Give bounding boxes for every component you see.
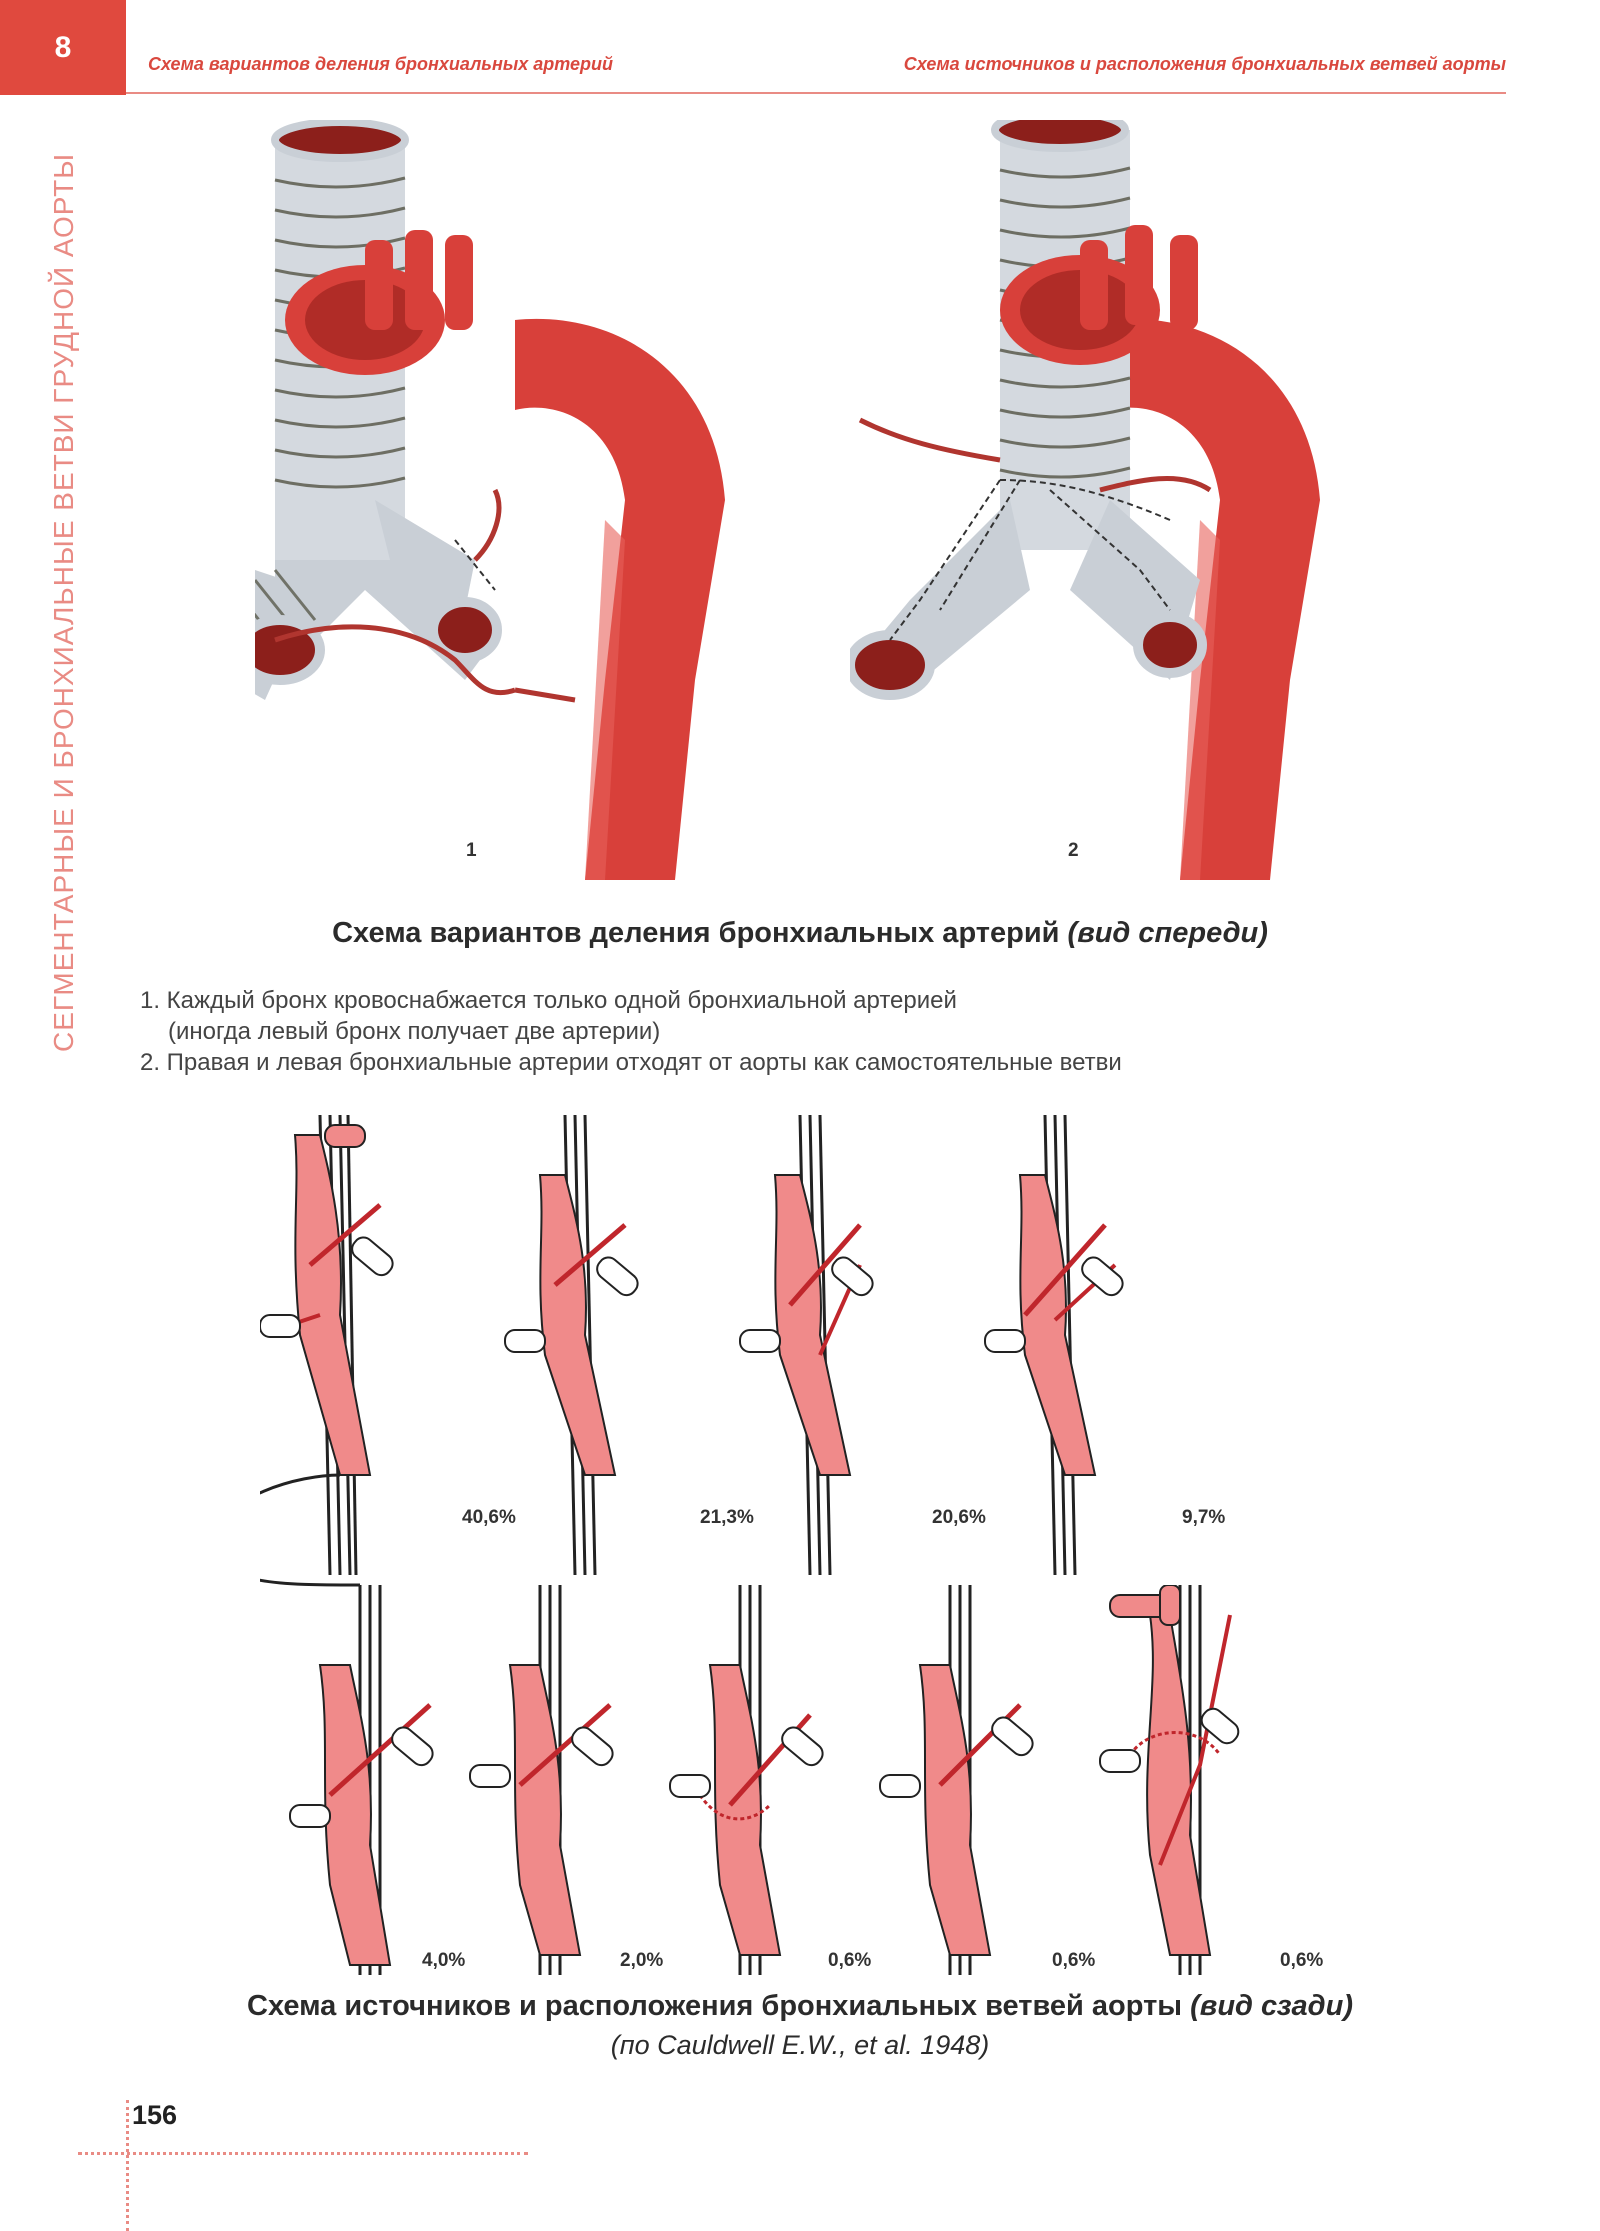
variant-diagram-6: [470, 1585, 617, 1975]
variant-percent-4: 9,7%: [1182, 1507, 1226, 1528]
variant-diagram-7: [670, 1585, 827, 1975]
variant-percent-5: 4,0%: [422, 1950, 466, 1971]
footer-dotted-vertical: [126, 2100, 129, 2231]
aorta-variants-row-1: [260, 1115, 1280, 1595]
variant-diagram-1: [260, 1115, 397, 1585]
variant-diagram-8: [880, 1585, 1037, 1975]
variant-percent-8: 0,6%: [1052, 1950, 1096, 1971]
legend-item-2: 2. Правая и левая бронхиальные артерии отходят от аорты как самостоятельные ветви: [140, 1049, 1122, 1076]
variant-diagram-5: [290, 1585, 437, 1975]
footer-dotted-horizontal: [78, 2152, 528, 2155]
header-rule: [126, 92, 1506, 94]
variant-percent-1: 40,6%: [462, 1507, 516, 1528]
caption-bottom-view: (вид сзади): [1190, 1990, 1353, 2022]
variant-diagram-3: [740, 1115, 877, 1575]
figure-2-number: 2: [1068, 840, 1079, 861]
figure-2-trachea-aorta-illustration: [850, 120, 1320, 890]
running-head-left: Схема вариантов деления бронхиальных артерий: [148, 54, 614, 74]
figure-caption-bottom: [0, 1990, 1600, 2023]
aorta-variants-row-2: [270, 1585, 1380, 1985]
caption-bottom-source: (по Cauldwell E.W., et al. 1948): [610, 2030, 990, 2060]
variant-diagram-4: [985, 1115, 1127, 1575]
figure-1-number: 1: [466, 840, 477, 861]
variant-percent-2: 21,3%: [700, 1507, 754, 1528]
variant-diagram-9: [1100, 1585, 1242, 1975]
figure-caption-top: [0, 917, 1600, 950]
variant-diagram-2: [505, 1115, 642, 1575]
caption-top-view: (вид спереди): [1067, 917, 1268, 949]
caption-bottom-text: Схема источников и расположения бронхиальных ветвей аорты: [247, 1990, 1183, 2022]
running-head-right: Схема источников и расположения бронхиальных ветвей аорты: [903, 54, 1506, 74]
figure-1-trachea-aorta-illustration: [255, 120, 725, 890]
caption-top-text: Схема вариантов деления бронхиальных артерий: [332, 917, 1060, 949]
side-chapter-title: СЕГМЕНТАРНЫЕ И БРОНХИАЛЬНЫЕ ВЕТВИ ГРУДНОЙ АОРТЫ: [48, 152, 79, 1052]
page-number: 156: [132, 2100, 178, 2130]
legend-item-1: 1. Каждый бронх кровоснабжается только одной бронхиальной артерией: [140, 987, 957, 1014]
variant-percent-9: 0,6%: [1280, 1950, 1324, 1971]
variant-percent-7: 0,6%: [828, 1950, 872, 1971]
legend-item-1-note: (иногда левый бронх получает две артерии): [168, 1018, 661, 1045]
variant-percent-3: 20,6%: [932, 1507, 986, 1528]
figure-legend: [140, 985, 1122, 1078]
side-title-container: [48, 112, 88, 1052]
chapter-number: 8: [54, 30, 72, 64]
variant-percent-6: 2,0%: [620, 1950, 664, 1971]
chapter-number-tab: [0, 0, 126, 95]
